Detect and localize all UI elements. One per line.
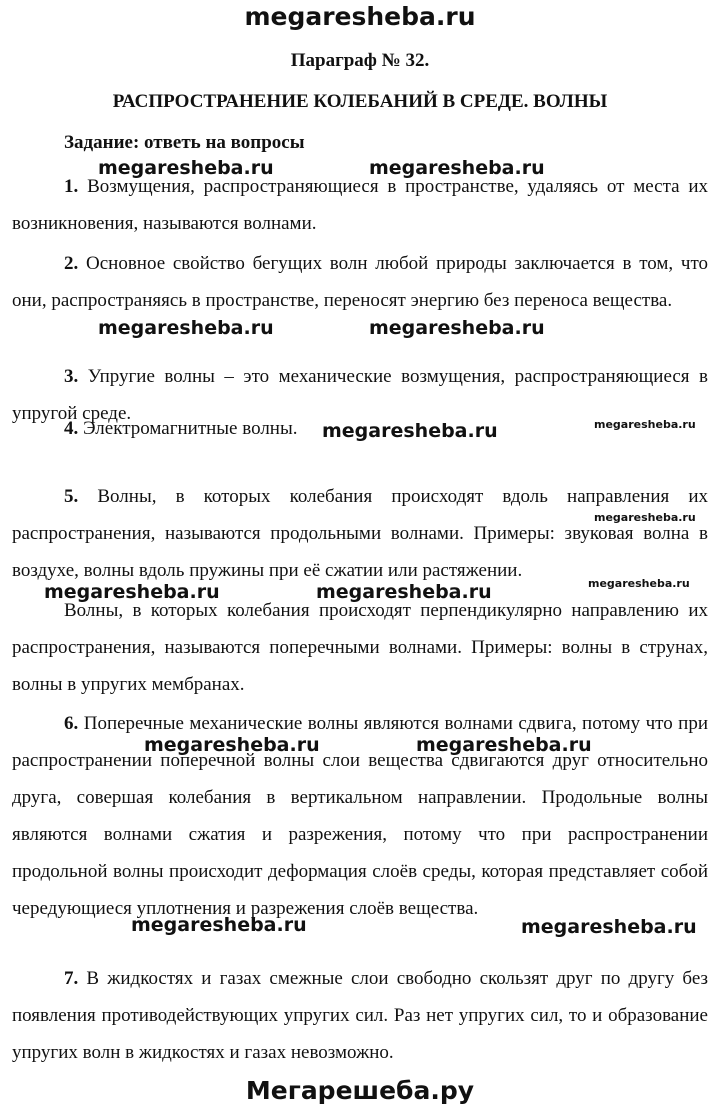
watermark: megaresheba.ru <box>369 157 545 179</box>
watermark: megaresheba.ru <box>316 581 492 603</box>
answer-number: 6. <box>64 713 79 734</box>
watermark: megaresheba.ru <box>144 734 320 756</box>
answer-text: Основное свойство бегущих волн любой природы заключается в том, что они, распространяясь в пространстве, переносят энергию без переноса вещества. <box>12 253 709 311</box>
answer-2 <box>12 245 708 319</box>
answer-number: 1. <box>64 176 79 197</box>
watermark: megaresheba.ru <box>594 511 696 524</box>
answer-text: Электромагнитные волны. <box>83 418 298 439</box>
answer-7 <box>12 960 708 1071</box>
answer-number: 2. <box>64 253 79 274</box>
watermark: megaresheba.ru <box>594 418 696 431</box>
watermark: megaresheba.ru <box>44 581 220 603</box>
answer-text: Волны, в которых колебания происходят вдоль направления их распространения, называются продольными волнами. Примеры: звуковая волна в воздухе, волны вдоль пружины при её сжатии или растяжении. <box>12 486 709 581</box>
answer-5 <box>12 478 708 589</box>
answer-text: В жидкостях и газах смежные слои свободно скользят друг по другу без появления противодействующих упругих сил. Раз нет упругих сил, то и образование упругих волн в жидкостях и газах невозможно. <box>12 968 708 1063</box>
answer-text: Поперечные механические волны являются волнами сдвига, потому что при распространении поперечной волны слои вещества сдвигаются друг относительно друга, совершая колебания в вертикальном направлении. Продольные волны являются волнами сжатия и разрежения, потому что при распространении продольной волны происходит деформация слоёв среды, которая представляет собой чередующиеся уплотнения и разрежения слоёв вещества. <box>12 713 709 919</box>
watermark: megaresheba.ru <box>98 157 274 179</box>
watermark: megaresheba.ru <box>369 317 545 339</box>
task-label: Задание: ответь на вопросы <box>64 132 305 153</box>
answer-number: 5. <box>64 486 79 507</box>
topic-title: РАСПРОСТРАНЕНИЕ КОЛЕБАНИЙ В СРЕДЕ. ВОЛНЫ <box>112 91 608 112</box>
answer-text: Возмущения, распространяющиеся в пространстве, удаляясь от места их возникновения, называются волнами. <box>12 176 709 234</box>
answer-number: 3. <box>64 366 79 387</box>
paragraph-title: Параграф № 32. <box>290 50 430 71</box>
site-header: megaresheba.ru <box>244 2 476 31</box>
answer-1 <box>12 168 708 242</box>
answer-5-continued <box>12 592 708 703</box>
watermark: megaresheba.ru <box>322 420 498 442</box>
answer-text: Упругие волны – это механические возмущения, распространяющиеся в упругой среде. <box>12 366 709 424</box>
watermark: megaresheba.ru <box>588 577 690 590</box>
watermark: megaresheba.ru <box>131 914 307 936</box>
watermark: megaresheba.ru <box>416 734 592 756</box>
answer-number: 4. <box>64 418 79 439</box>
watermark: megaresheba.ru <box>98 317 274 339</box>
site-footer: Мегарешеба.ру <box>245 1076 475 1105</box>
watermark: megaresheba.ru <box>521 916 697 938</box>
answer-6 <box>12 705 708 927</box>
answer-text: Волны, в которых колебания происходят перпендикулярно направлению их распространения, называются поперечными волнами. Примеры: волны в струнах, волны в упругих мембранах. <box>12 600 708 695</box>
answer-number: 7. <box>64 968 79 989</box>
